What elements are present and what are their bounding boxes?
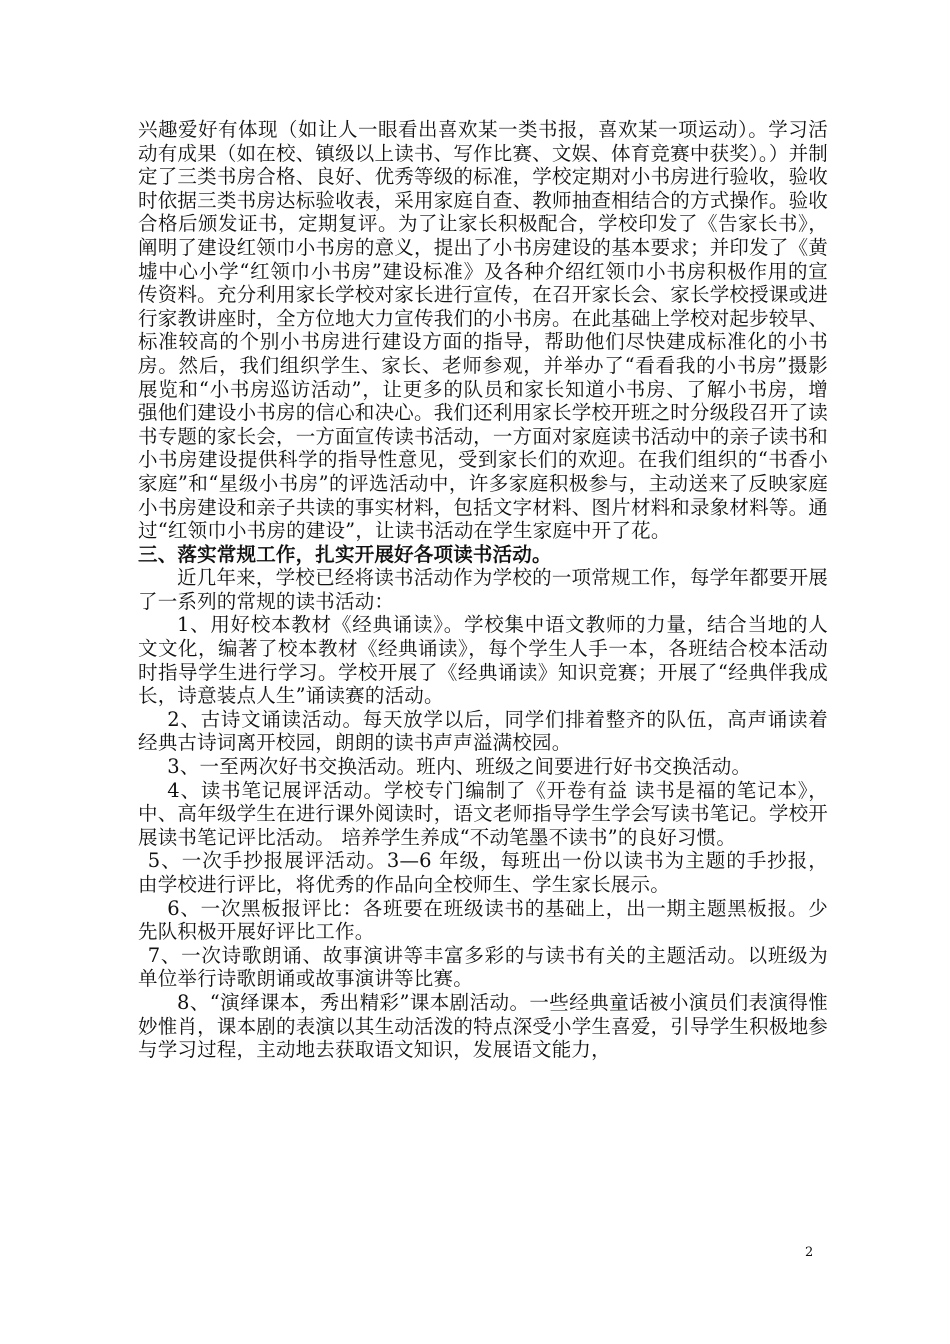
list-item-2: 2、古诗文诵读活动。每天放学以后，同学们排着整齐的队伍，高声诵读着经典古诗词离开校园，朗朗的读书声声溢满校园。 <box>138 707 828 755</box>
list-item-3: 3、一至两次好书交换活动。班内、班级之间要进行好书交换活动。 <box>167 755 752 779</box>
list-item-6: 6、一次黑板报评比：各班要在班级读书的基础上，出一期主题黑板报。少先队积极开展好评比工作。 <box>138 896 828 944</box>
paragraph-intro: 近几年来，学校已经将读书活动作为学校的一项常规工作，每学年都要开展了一系列的常规的读书活动： <box>138 566 828 613</box>
section-heading-3: 三、落实常规工作，扎实开展好各项读书活动。 <box>138 542 552 566</box>
list-item-7: 7、一次诗歌朗诵、故事演讲等丰富多彩的与读书有关的主题活动。以班级为单位举行诗歌朗诵或故事演讲等比赛。 <box>138 943 828 991</box>
list-item-1: 1、用好校本教材《经典诵读》。学校集中语文教师的力量，结合当地的人文文化，编著了校本教材《经典诵读》，每个学生人手一本，各班结合校本活动时指导学生进行学习。学校开展了《经典诵读》知识竞赛；开展了“经典伴我成长，诗意装点人生”诵读赛的活动。 <box>138 613 828 708</box>
paragraph-book-room-standards: 兴趣爱好有体现（如让人一眼看出喜欢某一类书报，喜欢某一项运动）。学习活动有成果（如在校、镇级以上读书、写作比赛、文娱、体育竞赛中获奖）。）并制定了三类书房合格、良好、优秀等级的标准，学校定期对小书房进行验收，验收时依据三类书房达标验收表，采用家庭自查、教师抽查相结合的方式操作。验收合格后颁发证书，定期复评。为了让家长积极配合，学校印发了《告家长书》，阐明了建设红领巾小书房的意义，提出了小书房建设的基本要求；并印发了《黄墟中心小学“红领巾小书房”建设标准》及各种介绍红领巾小书房积极作用的宣传资料。充分利用家长学校对家长进行宣传，在召开家长会、家长学校授课或进行家教讲座时，全方位地大力宣传我们的小书房。在此基础上学校对起步较早、标准较高的个别小书房进行建设方面的指导，帮助他们尽快建成标准化的小书房。然后，我们组织学生、家长、老师参观，并举办了“看看我的小书房”摄影展览和“小书房巡访活动”，让更多的队员和家长知道小书房、了解小书房，增强他们建设小书房的信心和决心。我们还利用家长学校开班之时分级段召开了读书专题的家长会，一方面宣传读书活动，一方面对家庭读书活动中的亲子读书和小书房建设提供科学的指导性意见，受到家长们的欢迎。在我们组织的“书香小家庭”和“星级小书房”的评选活动中，许多家庭积极参与，主动送来了反映家庭小书房建设和亲子共读的事实材料，包括文字材料、图片材料和录象材料等。通过“红领巾小书房的建设”，让读书活动在学生家庭中开了花。 <box>138 118 828 543</box>
page-number: 2 <box>805 1245 814 1260</box>
list-item-4: 4、读书笔记展评活动。学校专门编制了《开卷有益 读书是福的笔记本》，中、高年级学生在进行课外阅读时，语文老师指导学生学会写读书笔记。学校开展读书笔记评比活动。 培养学生养成“不动笔墨不读书”的良好习惯。 <box>138 778 828 849</box>
document-body <box>138 118 828 1062</box>
list-item-8: 8、“演绎课本，秀出精彩”课本剧活动。一些经典童话被小演员们表演得惟妙惟肖，课本剧的表演以其生动活泼的特点深受小学生喜爱，引导学生积极地参与学习过程，主动地去获取语文知识，发展语文能力， <box>138 990 828 1062</box>
list-item-5: 5、一次手抄报展评活动。3—6 年级，每班出一份以读书为主题的手抄报， 由学校进行评比，将优秀的作品向全校师生、学生家长展示。 <box>138 849 828 896</box>
